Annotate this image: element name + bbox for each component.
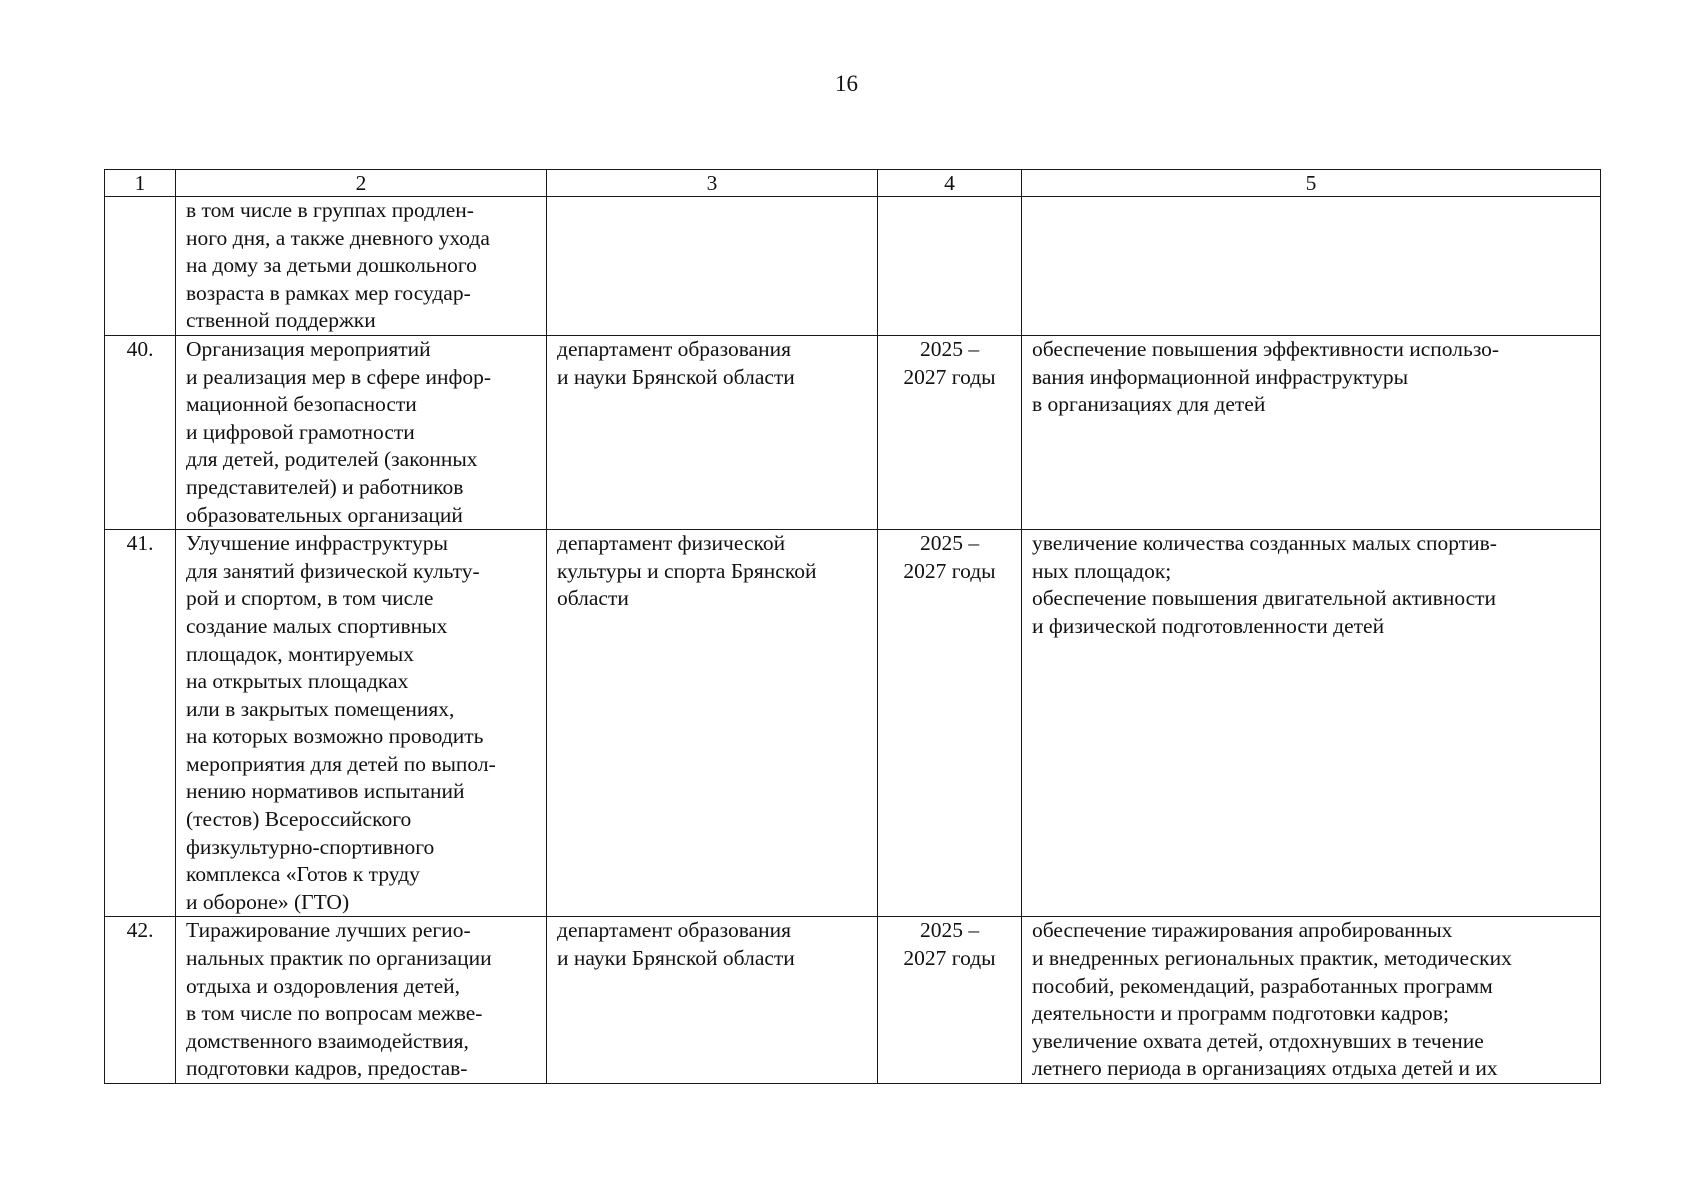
years-text-cell: [878, 197, 1022, 336]
measure-text-line: рой и спортом, в том числе: [186, 586, 434, 611]
measure-text-line: Улучшение инфраструктуры: [186, 531, 448, 556]
result-text-line: обеспечение повышения двигательной активности: [1032, 586, 1497, 611]
years-text-line: 2025 –: [919, 336, 980, 361]
result-text-line: пособий, рекомендаций, разработанных программ: [1032, 973, 1493, 998]
column-number: 5: [1022, 170, 1601, 197]
measure-text-cell: [176, 917, 547, 1084]
executor-text-line: департамент физической: [557, 531, 786, 556]
executor-text-line: области: [557, 586, 629, 611]
measure-text-line: Тиражирование лучших регио-: [186, 918, 471, 943]
measure-text-line: для детей, родителей (законных: [186, 447, 478, 472]
result-text-cell: [1022, 197, 1601, 336]
column-number-row: [105, 170, 1601, 197]
result-text-cell: [1022, 530, 1601, 917]
measure-text-line: мационной безопасности: [186, 392, 417, 417]
row-number-cell: 40.: [105, 335, 176, 529]
measure-text-line: отдыха и оздоровления детей,: [186, 973, 460, 998]
executor-text-line: и науки Брянской области: [557, 364, 795, 389]
measure-text-line: Организация мероприятий: [186, 336, 431, 361]
executor-text-line: департамент образования: [557, 336, 792, 361]
measure-text-line: образовательных организаций: [186, 502, 463, 527]
measure-text-line: на которых возможно проводить: [186, 724, 484, 749]
measure-text-line: в том числе по вопросам межве-: [186, 1001, 483, 1026]
years-text-line: 2027 годы: [903, 364, 996, 389]
measure-text-line: нальных практик по организации: [186, 946, 492, 971]
measure-text-line: возраста в рамках мер государ-: [186, 280, 471, 305]
result-text-line: обеспечение повышения эффективности использо-: [1032, 336, 1500, 361]
measure-text-line: подготовки кадров, предостав-: [186, 1056, 468, 1081]
measure-text-line: или в закрытых помещениях,: [186, 696, 455, 721]
page-number: 16: [835, 71, 858, 96]
table-row: [105, 197, 1601, 336]
result-text-line: ных площадок;: [1032, 558, 1172, 583]
result-text-line: летнего периода в организациях отдыха детей и их: [1032, 1056, 1498, 1081]
executor-text-cell: [547, 335, 878, 529]
years-text-line: 2025 –: [919, 918, 980, 943]
result-text-cell: [1022, 335, 1601, 529]
measure-text-line: домственного взаимодействия,: [186, 1028, 469, 1053]
column-number: 2: [176, 170, 547, 197]
measure-text-line: и реализация мер в сфере инфор-: [186, 364, 492, 389]
table-row: [105, 335, 1601, 529]
table-body: [105, 197, 1601, 1084]
column-number: 1: [105, 170, 176, 197]
executor-text-cell: [547, 197, 878, 336]
executor-text-line: и науки Брянской области: [557, 946, 795, 971]
row-number-cell: 41.: [105, 530, 176, 917]
years-text-cell: [878, 917, 1022, 1084]
measure-text-line: физкультурно-спортивного: [186, 834, 435, 859]
executor-text-line: культуры и спорта Брянской: [557, 558, 817, 583]
measure-text-line: для занятий физической культу-: [186, 558, 480, 583]
measure-text-line: нению нормативов испытаний: [186, 779, 465, 804]
measure-text-line: мероприятия для детей по выпол-: [186, 751, 496, 776]
measure-text-cell: [176, 335, 547, 529]
result-text-line: деятельности и программ подготовки кадров;: [1032, 1001, 1449, 1026]
measure-text-line: в том числе в группах продлен-: [186, 198, 474, 222]
executor-text-line: департамент образования: [557, 918, 792, 943]
executor-text-cell: [547, 530, 878, 917]
measure-text-line: представителей) и работников: [186, 474, 464, 499]
result-text-cell: [1022, 917, 1601, 1084]
measure-text-cell: [176, 530, 547, 917]
result-text-line: увеличение охвата детей, отдохнувших в течение: [1032, 1028, 1484, 1053]
measure-text-line: (тестов) Всероссийского: [186, 807, 412, 832]
column-number: 4: [878, 170, 1022, 197]
measure-text-line: ного дня, а также дневного ухода: [186, 225, 490, 250]
result-text-line: в организациях для детей: [1032, 392, 1266, 417]
measure-text-line: и цифровой грамотности: [186, 419, 415, 444]
measure-text-line: и обороне» (ГТО): [186, 889, 350, 914]
table-row: [105, 530, 1601, 917]
column-number: 3: [547, 170, 878, 197]
measure-text-line: создание малых спортивных: [186, 613, 448, 638]
result-text-line: и физической подготовленности детей: [1032, 613, 1385, 638]
executor-text-cell: [547, 917, 878, 1084]
table-row: [105, 917, 1601, 1084]
row-number-cell: [105, 197, 176, 336]
years-text-line: 2025 –: [919, 531, 980, 556]
result-text-line: вания информационной инфраструктуры: [1032, 364, 1409, 389]
years-text-line: 2027 годы: [903, 946, 996, 971]
years-text-cell: [878, 335, 1022, 529]
measure-text-line: на дому за детьми дошкольного: [186, 253, 477, 278]
measure-text-cell: [176, 197, 547, 336]
result-text-line: и внедренных региональных практик, методических: [1032, 946, 1512, 971]
years-text-line: 2027 годы: [903, 558, 996, 583]
row-number-cell: 42.: [105, 917, 176, 1084]
years-text-cell: [878, 530, 1022, 917]
measure-text-line: площадок, монтируемых: [186, 641, 415, 666]
result-text-line: увеличение количества созданных малых спортив-: [1032, 531, 1497, 556]
measure-text-line: на открытых площадках: [186, 669, 409, 694]
measures-table: [104, 169, 1601, 1084]
measure-text-line: ственной поддержки: [186, 308, 376, 333]
result-text-line: обеспечение тиражирования апробированных: [1032, 918, 1453, 943]
measure-text-line: комплекса «Готов к труду: [186, 862, 420, 887]
